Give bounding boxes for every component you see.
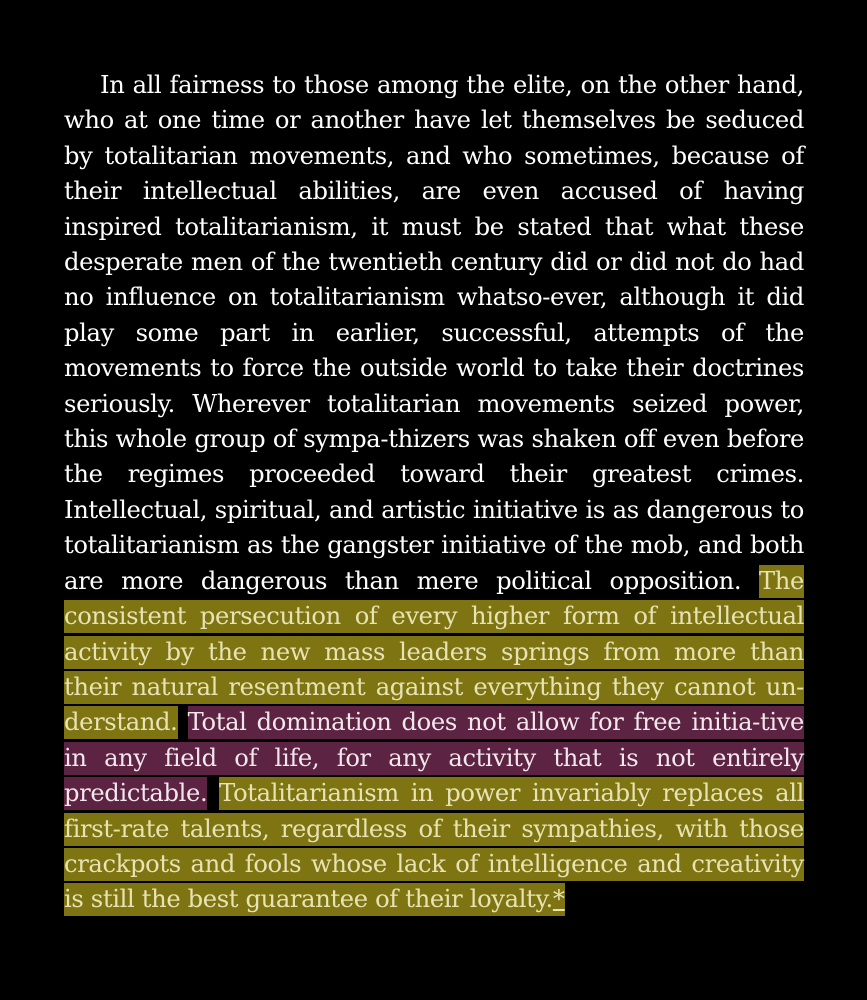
- passage-text: [64, 68, 804, 918]
- highlight-pink[interactable]: Total domination does not allow for free initia-tive in any field of life, for any activity that is not entirely predictable.: [64, 706, 804, 810]
- highlight-yellow-1[interactable]: The consistent persecution of every higher form of intellectual activity by the new mass leaders springs from more than their natural resentment against everything they cannot un-derstand.: [64, 565, 804, 740]
- paragraph: [64, 68, 804, 918]
- highlight-yellow-2-text: Totalitarianism in power invariably replaces all first-rate talents, regardless of their sympathies, with those crackpots and fools whose lack of intelligence and creativity is still the best guarantee of their loyalty.: [64, 779, 805, 914]
- passage-intro: In all fairness to those among the elite, on the other hand, who at one time or another have let themselves be seduced by totalitarian movements, and who sometimes, because of their intellectual abilities, are even accused of having inspired totalitarianism, it must be stated that what these desperate men of the twentieth century did or did not do had no influence on totalitarianism whatso-ever, although it did play some part in earlier, successful, attempts of the movements to force the outside world to take their doctrines seriously. Wherever totalitarian movements seized power, this whole group of sympa-thizers was shaken off even before the regimes proceeded toward their greatest crimes. Intellectual, spiritual, and artistic initiative is as dangerous to totalitarianism as the gangster initiative of the mob, and both are more dangerous than mere political opposition.: [64, 71, 804, 595]
- footnote-link[interactable]: *: [552, 885, 565, 914]
